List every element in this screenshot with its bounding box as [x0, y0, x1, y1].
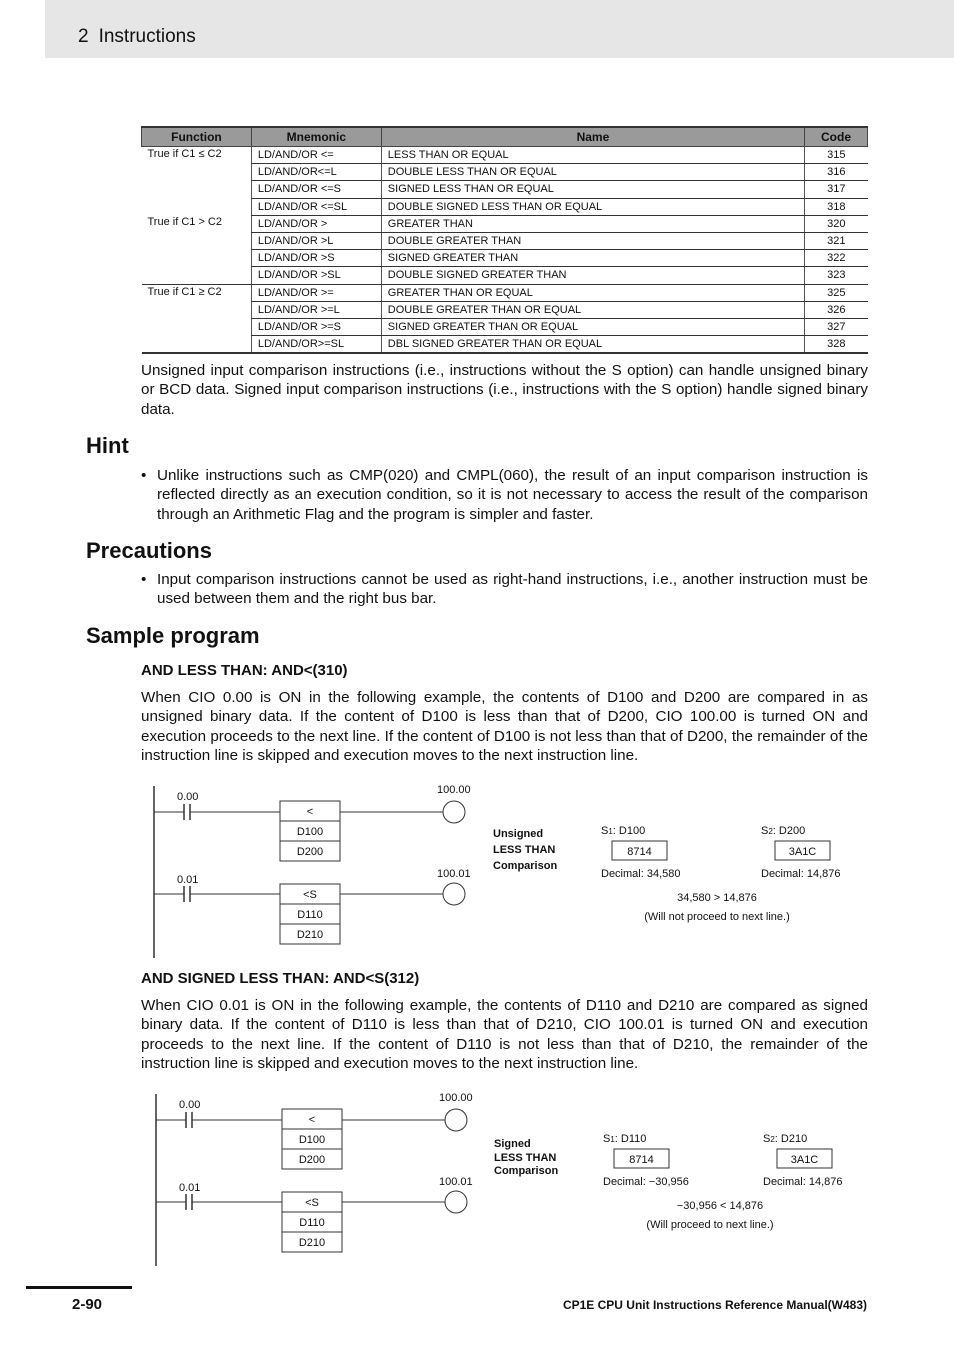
- rung-2: [156, 1176, 473, 1252]
- result-note: (Will not proceed to next line.): [644, 911, 790, 923]
- precautions-heading: Precautions: [86, 538, 212, 563]
- operand-s2: D200: [298, 1154, 326, 1166]
- mnemonic-cell: LD/AND/OR >=L: [251, 301, 381, 318]
- footer-rule: [26, 1286, 132, 1289]
- name-cell: LESS THAN OR EQUAL: [381, 147, 804, 164]
- table-row: [142, 232, 868, 249]
- desc-line: LESS THAN: [494, 1152, 557, 1164]
- s1-label: S1: D110: [603, 1133, 647, 1145]
- s2-label: S2: D200: [761, 825, 806, 837]
- contact-address: 0.00: [177, 791, 199, 803]
- coil-address: 100.01: [439, 1176, 473, 1188]
- rung-1: [154, 784, 471, 861]
- function-cell: True if C1 ≥ C2: [142, 284, 252, 353]
- s1-hex-value: 8714: [629, 1154, 654, 1166]
- intro-paragraph: Unsigned input comparison instructions (i.e., instructions without the S option) can handle unsigned binary or BCD data. Signed input comparison instructions (i.e., instructions with the S option) handle signed binary data.: [141, 362, 868, 418]
- code-cell: 316: [805, 164, 868, 181]
- s1-decimal: Decimal: 34,580: [601, 868, 681, 880]
- code-cell: 322: [805, 250, 868, 267]
- name-cell: DOUBLE SIGNED GREATER THAN: [381, 267, 804, 284]
- name-cell: DOUBLE SIGNED LESS THAN OR EQUAL: [381, 198, 804, 215]
- name-cell: GREATER THAN OR EQUAL: [381, 284, 804, 301]
- table-row: [142, 336, 868, 354]
- desc-line: Signed: [494, 1138, 531, 1150]
- hint-bullet: [141, 466, 868, 524]
- table-row: [142, 147, 868, 164]
- code-cell: 323: [805, 267, 868, 284]
- s1-decimal: Decimal: −30,956: [603, 1176, 689, 1188]
- coil-address: 100.00: [439, 1092, 473, 1104]
- table-row: [142, 250, 868, 267]
- mnemonic-cell: LD/AND/OR >: [251, 215, 381, 232]
- mnemonic-cell: LD/AND/OR >=: [251, 284, 381, 301]
- comparison-table: [141, 126, 868, 354]
- column-header: Mnemonic: [251, 127, 381, 147]
- coil-icon: [443, 883, 465, 905]
- section-title: Instructions: [98, 26, 196, 47]
- desc-line: Comparison: [494, 1165, 559, 1177]
- operand-s1: D100: [296, 826, 324, 838]
- example2-paragraph: When CIO 0.01 is ON in the following example, the contents of D110 and D210 are compared as signed binary data. If the content of D110 is less than that of D210, CIO 100.01 is turned ON and execution proceeds to the next line. If the content of D110 is not less than that of D210, the remainder of the instruction line is skipped and execution moves to the next instruction line.: [141, 997, 868, 1073]
- ladder-diagram-1: [140, 772, 860, 960]
- table-row: [142, 181, 868, 198]
- ladder-diagram-2: [142, 1080, 862, 1268]
- coil-icon: [445, 1191, 467, 1213]
- mnemonic-cell: LD/AND/OR >L: [251, 232, 381, 249]
- result-note: (Will proceed to next line.): [646, 1219, 774, 1231]
- name-cell: SIGNED GREATER THAN: [381, 250, 804, 267]
- name-cell: DOUBLE LESS THAN OR EQUAL: [381, 164, 804, 181]
- desc-line: Comparison: [493, 860, 558, 872]
- comparison-description: [494, 1138, 558, 1177]
- s2-value-panel: [761, 825, 841, 880]
- rung-2: [154, 868, 471, 944]
- table-row: [142, 215, 868, 232]
- instruction-operator: <: [306, 806, 314, 818]
- contact-address: 0.01: [177, 874, 199, 886]
- table-row: [142, 164, 868, 181]
- code-cell: 321: [805, 232, 868, 249]
- instruction-operator: <: [308, 1114, 316, 1126]
- operand-s1: D110: [299, 1217, 325, 1229]
- function-cell: True if C1 ≤ C2: [147, 148, 222, 160]
- instruction-operator: <S: [303, 889, 317, 901]
- coil-icon: [445, 1109, 467, 1131]
- comparison-result: 34,580 > 14,876: [677, 892, 757, 904]
- code-cell: 315: [805, 147, 868, 164]
- mnemonic-cell: LD/AND/OR >S: [251, 250, 381, 267]
- table-row: [142, 301, 868, 318]
- mnemonic-cell: LD/AND/OR>=SL: [251, 336, 381, 354]
- code-cell: 327: [805, 318, 868, 335]
- coil-address: 100.01: [437, 868, 471, 880]
- name-cell: SIGNED LESS THAN OR EQUAL: [381, 181, 804, 198]
- precautions-text: Input comparison instructions cannot be used as right-hand instructions, i.e., another instruction must be used between them and the right bus bar.: [157, 571, 868, 608]
- mnemonic-cell: LD/AND/OR <=SL: [251, 198, 381, 215]
- name-cell: SIGNED GREATER THAN OR EQUAL: [381, 318, 804, 335]
- code-cell: 325: [805, 284, 868, 301]
- s1-label: S1: D100: [601, 825, 646, 837]
- function-cell: True if C1 > C2: [142, 215, 252, 284]
- hint-text: Unlike instructions such as CMP(020) and CMPL(060), the result of an input comparison instruction is reflected directly as an execution condition, so it is not necessary to access the result of the comparison through an Arithmetic Flag and the program is simpler and faster.: [157, 467, 868, 523]
- contact-address: 0.01: [179, 1182, 201, 1194]
- name-cell: GREATER THAN: [381, 215, 804, 232]
- operand-s2: D210: [296, 929, 324, 941]
- operand-s1: D110: [297, 909, 323, 921]
- example1-paragraph: When CIO 0.00 is ON in the following example, the contents of D100 and D200 are compared in as unsigned binary data. If the content of D100 is less than that of D200, CIO 100.00 is turned ON and execution proceeds to the next line. If the content of D100 is not less than that of D200, the remainder of the instruction line is skipped and execution moves to the next instruction line.: [141, 689, 868, 765]
- comparison-description: [493, 828, 557, 872]
- desc-line: LESS THAN: [493, 844, 556, 856]
- code-cell: 317: [805, 181, 868, 198]
- code-cell: 326: [805, 301, 868, 318]
- manual-title: CP1E CPU Unit Instructions Reference Manual(W483): [562, 1298, 867, 1312]
- code-cell: 328: [805, 336, 868, 354]
- s1-value-panel: [601, 825, 681, 880]
- mnemonic-cell: LD/AND/OR <=: [251, 147, 381, 164]
- operand-s1: D100: [298, 1134, 326, 1146]
- mnemonic-cell: LD/AND/OR<=L: [251, 164, 381, 181]
- s1-value-panel: [603, 1133, 689, 1188]
- sample-program-heading: Sample program: [86, 623, 260, 648]
- operand-s2: D210: [298, 1237, 326, 1249]
- section-header: [78, 26, 206, 48]
- name-cell: DOUBLE GREATER THAN OR EQUAL: [381, 301, 804, 318]
- table-row: [142, 198, 868, 215]
- example1-subheading: AND LESS THAN: AND<(310): [141, 662, 348, 679]
- hint-heading: Hint: [86, 433, 129, 458]
- coil-icon: [443, 801, 465, 823]
- s2-decimal: Decimal: 14,876: [763, 1176, 843, 1188]
- table-row: [142, 284, 868, 301]
- name-cell: DBL SIGNED GREATER THAN OR EQUAL: [381, 336, 804, 354]
- example2-subheading: AND SIGNED LESS THAN: AND<S(312): [141, 970, 420, 987]
- table-row: [142, 318, 868, 335]
- code-cell: 318: [805, 198, 868, 215]
- operand-s2: D200: [296, 846, 324, 858]
- table-header-row: [142, 127, 868, 147]
- s2-hex-value: 3A1C: [788, 846, 817, 858]
- desc-line: Unsigned: [493, 828, 544, 840]
- comparison-result: −30,956 < 14,876: [676, 1200, 764, 1212]
- precautions-bullet: [141, 570, 868, 609]
- column-header: Name: [381, 127, 804, 147]
- mnemonic-cell: LD/AND/OR >SL: [251, 267, 381, 284]
- name-cell: DOUBLE GREATER THAN: [381, 232, 804, 249]
- rung-1: [156, 1092, 473, 1169]
- bullet-marker: •: [141, 571, 147, 588]
- bullet-marker: •: [141, 467, 147, 484]
- contact-address: 0.00: [179, 1099, 201, 1111]
- s2-hex-value: 3A1C: [790, 1154, 819, 1166]
- s2-label: S2: D210: [763, 1133, 808, 1145]
- s2-decimal: Decimal: 14,876: [761, 868, 841, 880]
- column-header: Function: [142, 127, 252, 147]
- s1-hex-value: 8714: [627, 846, 652, 858]
- coil-address: 100.00: [437, 784, 471, 796]
- instruction-operator: <S: [305, 1197, 319, 1209]
- column-header: Code: [805, 127, 868, 147]
- table-row: [142, 267, 868, 284]
- s2-value-panel: [763, 1133, 843, 1188]
- mnemonic-cell: LD/AND/OR <=S: [251, 181, 381, 198]
- section-number: 2: [78, 26, 89, 47]
- page-number: 2-90: [72, 1296, 103, 1313]
- code-cell: 320: [805, 215, 868, 232]
- mnemonic-cell: LD/AND/OR >=S: [251, 318, 381, 335]
